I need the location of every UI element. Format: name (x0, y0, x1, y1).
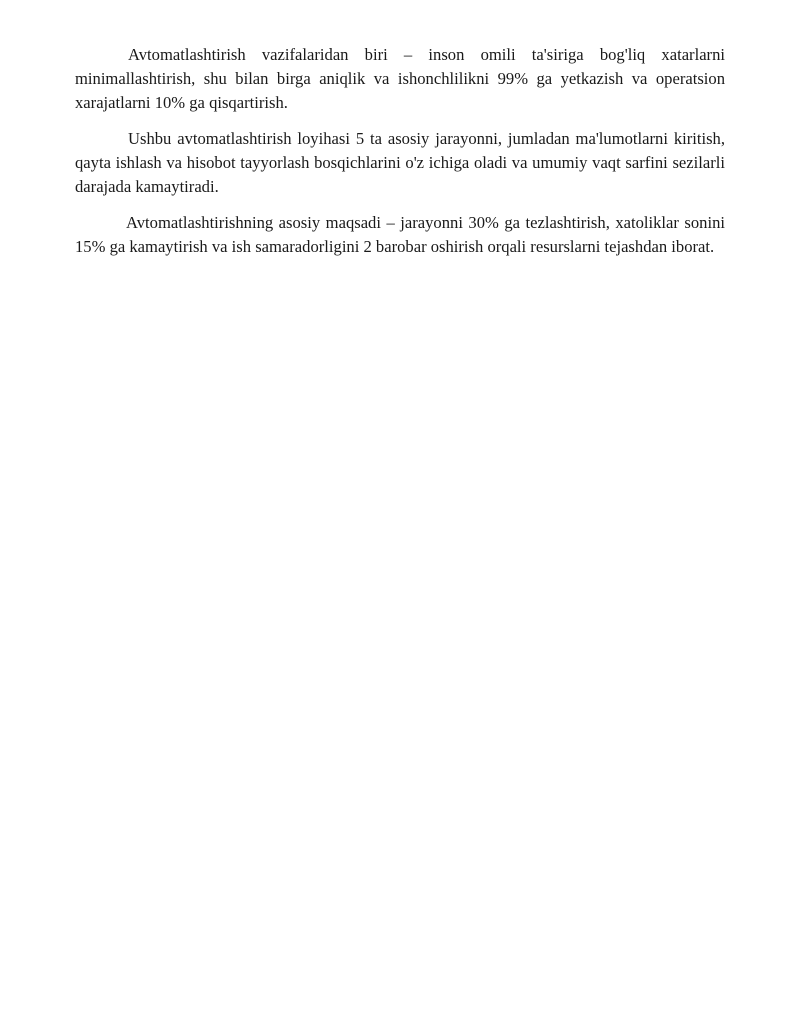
document-body (75, 43, 725, 271)
paragraph-1: Avtomatlashtirish vazifalaridan biri – inson omili ta'siriga bog'liq xatarlarni minimallashtirish, shu bilan birga aniqlik va ishonchlilikni 99% ga yetkazish va operatsion xarajatlarni 10% ga qisqartirish. (75, 45, 725, 112)
paragraph-2: Ushbu avtomatlashtirish loyihasi 5 ta asosiy jarayonni, jumladan ma'lumotlarni kiritish, qayta ishlash va hisobot tayyorlash bosqichlarini o'z ichiga oladi va umumiy vaqt sarfini sezilarli darajada kamaytiradi. (75, 129, 725, 196)
paragraph-3: Avtomatlashtirishning asosiy maqsadi – jarayonni 30% ga tezlashtirish, xatoliklar sonini 15% ga kamaytirish va ish samaradorligini 2 barobar oshirish orqali resurslarni tejashdan iborat. (75, 213, 725, 256)
